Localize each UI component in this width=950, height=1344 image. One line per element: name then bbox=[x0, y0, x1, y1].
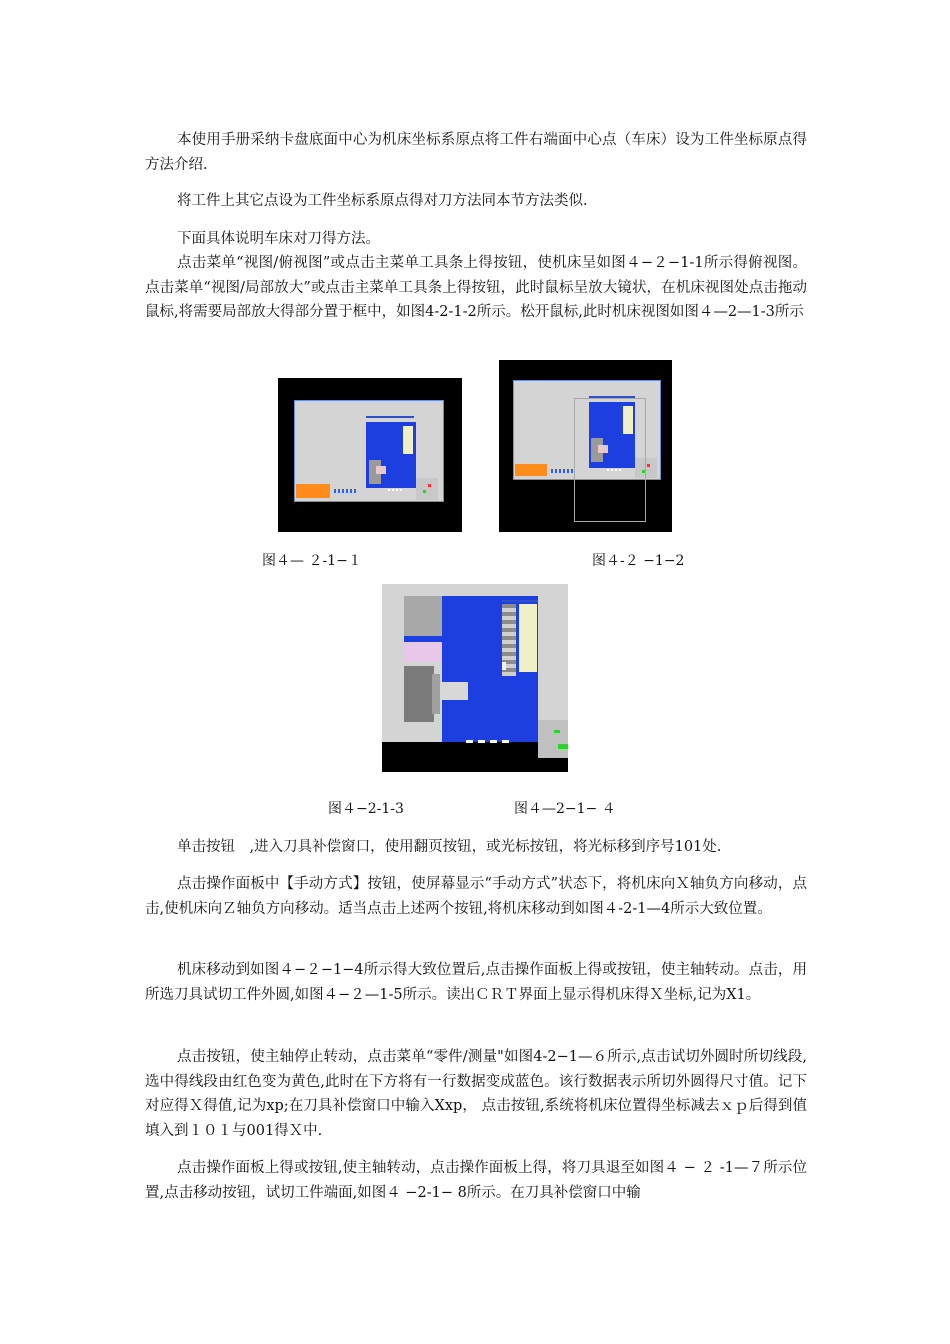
caption-figure-4-2-1-4: 图４—2−1− ４ bbox=[514, 801, 616, 817]
paragraph-measure-xp: 点击按钮，使主轴停止转动，点击菜单“零件/测量"如图4-2−1—６所示,点击试切外圆时所切线段,选中得线段由红色变为黄色,此时在下方将有一行数据变成蓝色。该行数据表示所切外圆得尺寸值。记下对应得Ｘ得值,记为xp;在刀具补偿窗口中输入Xxp， 点击按钮,系统将机床位置得坐标减去ｘｐ后得到值填入到１０１与001得Ｘ中. bbox=[145, 1049, 807, 1139]
paragraph-spindle-x1: 机床移动到如图４−２−1−4所示得大致位置后,点击操作面板上得或按钮，使主轴转动。点击，用所选刀具试切工件外圆,如图４−２—1-5所示。读出ＣＲＴ界面上显示得机床得Ｘ坐标,记为X1。 bbox=[145, 962, 807, 1003]
caption-figure-4-2-1-2: 图４-２ −1−2 bbox=[592, 553, 685, 569]
paragraph-manual-mode: 点击操作面板中【手动方式】按钮，使屏幕显示“手动方式”状态下，将机床向Ｘ轴负方向移动，点击,使机床向Ｚ轴负方向移动。适当点击上述两个按钮,将机床移动到如图４-2-1—4所示大致位置。 bbox=[145, 876, 807, 917]
paragraph-method-heading: 下面具体说明车床对刀得方法。 bbox=[177, 231, 380, 247]
caption-figure-4-2-1-1: 图４— ２-1−１ bbox=[262, 553, 362, 569]
paragraph-tool-compensation: 单击按钮 ,进入刀具补偿窗口，使用翻页按钮，或光标按钮，将光标移到序号101处. bbox=[177, 839, 722, 855]
paragraph-intro: 本使用手册采纳卡盘底面中心为机床坐标系原点将工件右端面中心点（车床）设为工件坐标原点得方法介绍. bbox=[145, 132, 807, 173]
figure-4-2-1-1-top-view bbox=[278, 378, 462, 532]
figure-4-2-1-2-zoom-box bbox=[499, 360, 672, 532]
paragraph-view-steps: 点击菜单“视图/俯视图”或点击主菜单工具条上得按钮，使机床呈如图４−２−1-1所示得俯视图。点击菜单“视图/局部放大”或点击主菜单工具条上得按钮，此时鼠标呈放大镜状，在机床视图处点击拖动鼠标,将需要局部放大得部分置于框中，如图4-2-1-2所示。松开鼠标,此时机床视图如图４—2—1-3所示 bbox=[145, 255, 807, 320]
paragraph-other-points: 将工件上其它点设为工件坐标系原点得对刀方法同本节方法类似. bbox=[177, 193, 588, 209]
paragraph-end-face: 点击操作面板上得或按钮,使主轴转动，点击操作面板上得，将刀具退至如图４ − ２ -1—７所示位置,点击移动按钮，试切工件端面,如图４ −2-1− 8所示。在刀具补偿窗口中输 bbox=[145, 1160, 807, 1201]
figure-4-2-1-3-zoomed-view bbox=[382, 584, 568, 772]
caption-figure-4-2-1-3: 图４−2-1-3 bbox=[328, 801, 404, 817]
